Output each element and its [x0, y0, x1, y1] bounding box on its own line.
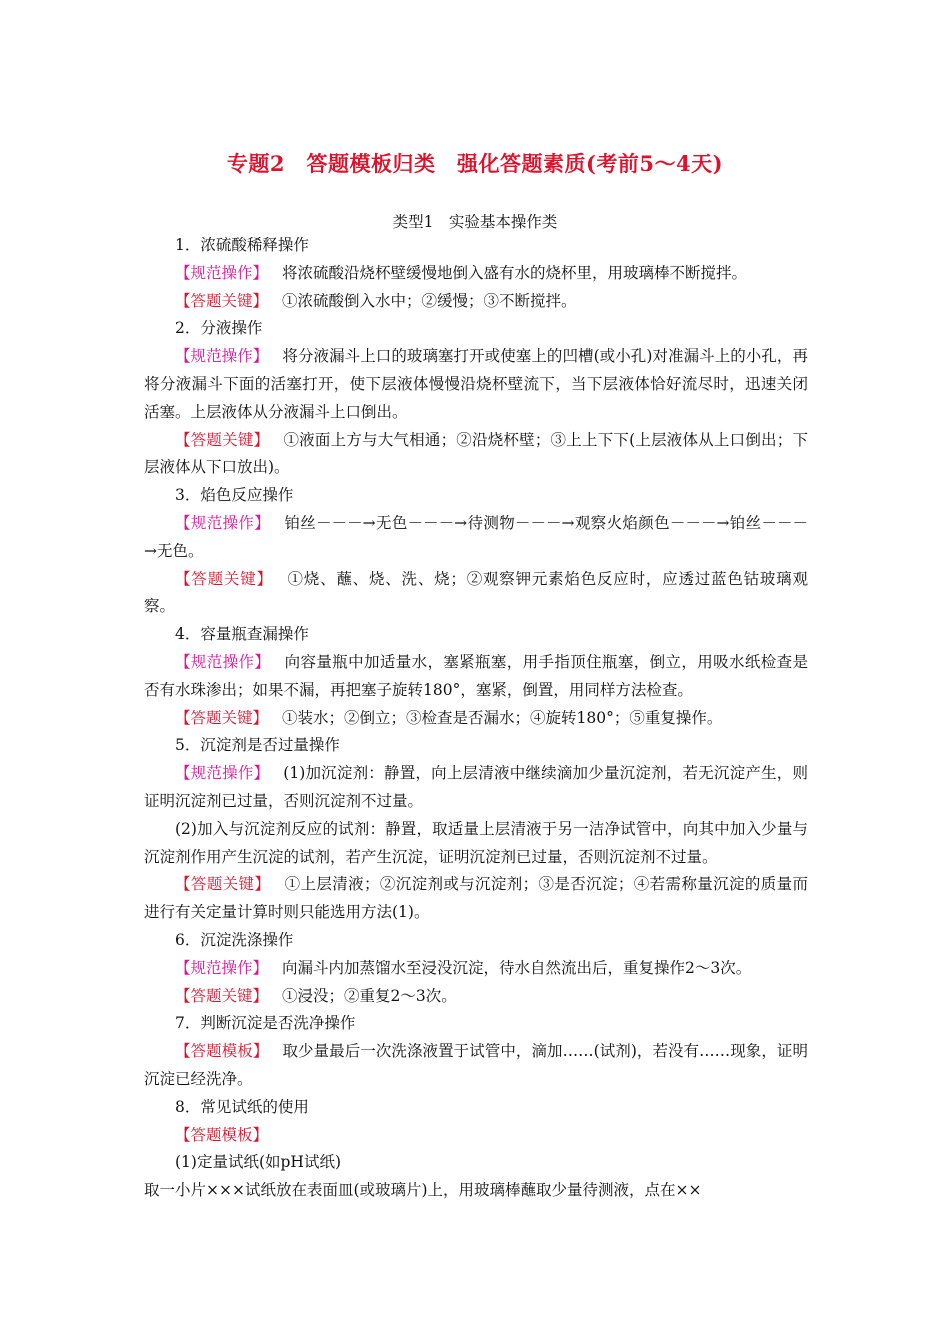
- item-2-operation-text: 将分液漏斗上口的玻璃塞打开或使塞上的凹槽(或小孔)对准漏斗上的小孔，再将分液漏斗下面的活塞打开，使下层液体慢慢沿烧杯壁流下，当下层液体恰好流尽时，迅速关闭活塞。上层液体从分液漏斗上口倒出。: [144, 347, 808, 421]
- item-3-operation-text: 铂丝－－－→无色－－－→待测物－－－→观察火焰颜色－－－→铂丝－－－→无色。: [144, 513, 808, 560]
- item-5-operation-text: (1)加沉淀剂：静置，向上层清液中继续滴加少量沉淀剂，若无沉淀产生，则证明沉淀剂已过量，否则沉淀剂不过量。: [144, 764, 808, 810]
- operation-tag: 【规范操作】: [175, 513, 271, 532]
- item-2-key: [144, 427, 808, 483]
- key-tag: 【答题关键】: [175, 986, 269, 1005]
- item-2-operation: [144, 343, 808, 426]
- key-tag: 【答题关键】: [175, 569, 273, 588]
- item-6-heading: 6．沉淀洗涤操作: [175, 930, 294, 949]
- item-7-template-text: 取少量最后一次洗涤液置于试管中，滴加……(试剂)，若没有……现象，证明沉淀已经洗净。: [144, 1042, 808, 1088]
- item-7-template: [144, 1038, 808, 1094]
- item-4-heading: 4．容量瓶查漏操作: [175, 625, 309, 644]
- key-tag: 【答题关键】: [175, 291, 269, 310]
- page-title: 专题2 答题模板归类 强化答题素质(考前5～4天): [226, 151, 724, 176]
- item-1-key-text: ①浓硫酸倒入水中；②缓慢；③不断搅拌。: [282, 291, 577, 310]
- item-8-text: 取一小片×××试纸放在表面皿(或玻璃片)上，用玻璃棒蘸取少量待测液，点在××: [144, 1181, 702, 1200]
- item-5-key-text: ①上层清液；②沉淀剂或与沉淀剂；③是否沉淀；④若需称量沉淀的质量而进行有关定量计算时则只能选用方法(1)。: [144, 875, 808, 922]
- item-4-operation: [144, 649, 808, 705]
- item-6-operation: [144, 955, 808, 983]
- item-6-key: [144, 983, 808, 1011]
- item-4-key: [144, 705, 808, 733]
- operation-tag: 【规范操作】: [175, 263, 269, 282]
- item-3-key: [144, 566, 808, 622]
- item-3-key-text: ①烧、蘸、烧、洗、烧；②观察钾元素焰色反应时，应透过蓝色钴玻璃观察。: [144, 569, 808, 616]
- item-7-heading: 7．判断沉淀是否洗净操作: [175, 1014, 356, 1033]
- item-4-operation-text: 向容量瓶中加适量水，塞紧瓶塞，用手指顶住瓶塞，倒立，用吸水纸检查是否有水珠渗出；如果不漏，再把塞子旋转180°，塞紧，倒置，用同样方法检查。: [144, 652, 808, 699]
- item-1-heading: 1．浓硫酸稀释操作: [175, 236, 309, 254]
- item-5-operation-2: (2)加入与沉淀剂反应的试剂：静置，取适量上层清液于另一洁净试管中，向其中加入少量与沉淀剂作用产生沉淀的试剂，若产生沉淀，证明沉淀剂已过量，否则沉淀剂不过量。: [144, 819, 808, 866]
- item-2-heading: 2．分液操作: [175, 319, 263, 338]
- item-3-operation: [144, 510, 808, 566]
- item-2-key-text: ①液面上方与大气相通；②沿烧杯壁；③上上下下(上层液体从上口倒出；下层液体从下口放出)。: [144, 430, 808, 477]
- item-6-operation-text: 向漏斗内加蒸馏水至浸没沉淀，待水自然流出后，重复操作2～3次。: [282, 958, 752, 977]
- item-8-template: [144, 1122, 808, 1150]
- key-tag: 【答题关键】: [175, 430, 270, 449]
- item-5-operation: [144, 760, 808, 816]
- key-tag: 【答题关键】: [175, 875, 271, 894]
- item-8-heading: 8．常见试纸的使用: [175, 1097, 309, 1116]
- item-1-operation: [144, 260, 808, 288]
- section-subtitle: 类型1 实验基本操作类: [392, 213, 558, 231]
- item-6-key-text: ①浸没；②重复2～3次。: [282, 986, 457, 1005]
- item-1-operation-text: 将浓硫酸沿烧杯壁缓慢地倒入盛有水的烧杯里，用玻璃棒不断搅拌。: [282, 263, 748, 282]
- document-body: [144, 232, 808, 1205]
- item-4-key-text: ①装水；②倒立；③检查是否漏水；④旋转180°；⑤重复操作。: [282, 708, 723, 727]
- item-1-key: [144, 288, 808, 316]
- template-tag: 【答题模板】: [175, 1125, 269, 1144]
- operation-tag: 【规范操作】: [175, 764, 270, 783]
- operation-tag: 【规范操作】: [175, 958, 269, 977]
- item-8-subheading: (1)定量试纸(如pH试纸): [175, 1153, 341, 1172]
- key-tag: 【答题关键】: [175, 708, 269, 727]
- template-tag: 【答题模板】: [175, 1042, 269, 1061]
- operation-tag: 【规范操作】: [175, 347, 269, 366]
- item-5-heading: 5．沉淀剂是否过量操作: [175, 736, 340, 755]
- item-3-heading: 3．焰色反应操作: [175, 486, 294, 505]
- operation-tag: 【规范操作】: [175, 652, 271, 671]
- item-5-key: [144, 871, 808, 927]
